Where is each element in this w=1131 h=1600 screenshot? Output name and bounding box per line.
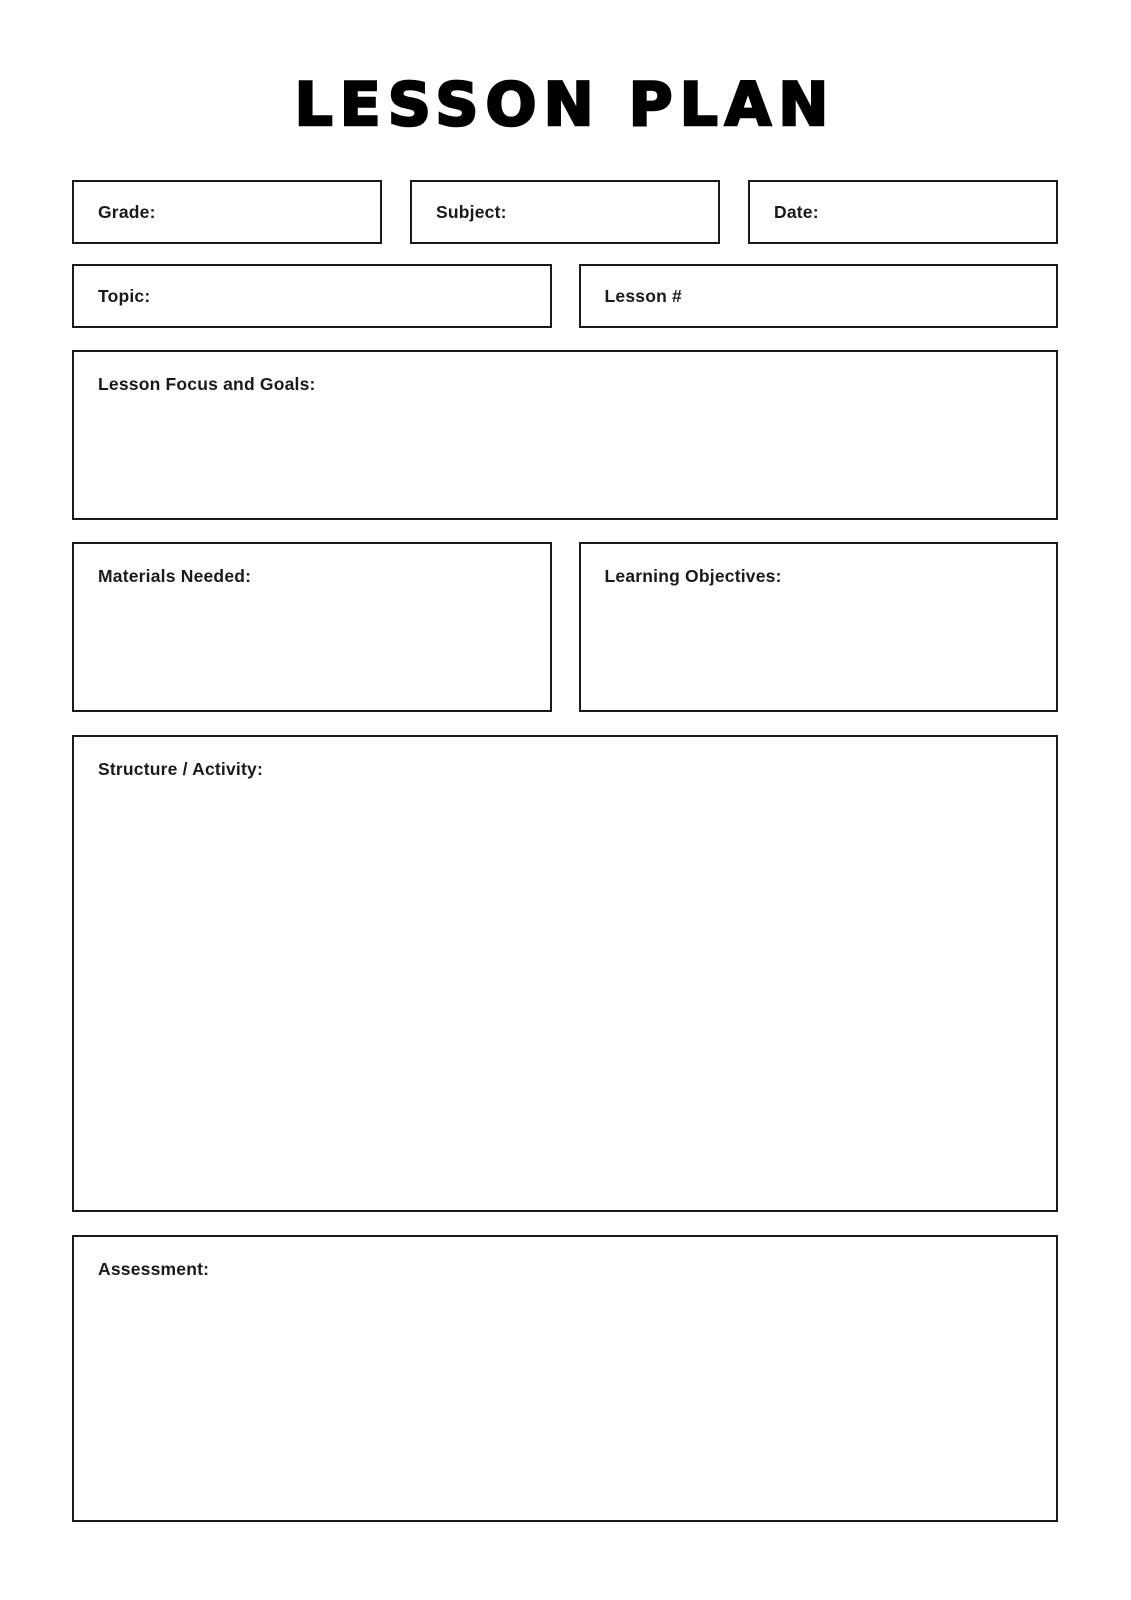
lesson-focus-field[interactable] bbox=[72, 350, 1058, 520]
subject-field[interactable] bbox=[410, 180, 720, 244]
topic-label: Topic: bbox=[98, 285, 151, 306]
lesson-number-label: Lesson # bbox=[604, 285, 682, 306]
structure-activity-field[interactable] bbox=[72, 735, 1058, 1212]
grade-label: Grade: bbox=[98, 201, 156, 222]
assessment-field[interactable] bbox=[72, 1235, 1058, 1522]
date-label: Date: bbox=[774, 201, 819, 222]
header-row-2 bbox=[72, 264, 1058, 328]
subject-label: Subject: bbox=[436, 201, 507, 222]
objectives-label: Learning Objectives: bbox=[604, 566, 782, 586]
grade-field[interactable] bbox=[72, 180, 382, 244]
header-row-1 bbox=[72, 180, 1058, 244]
topic-field[interactable] bbox=[72, 264, 552, 328]
objectives-field[interactable] bbox=[579, 542, 1059, 712]
assessment-label: Assessment: bbox=[98, 1259, 210, 1279]
lesson-focus-label: Lesson Focus and Goals: bbox=[98, 374, 316, 394]
materials-field[interactable] bbox=[72, 542, 552, 712]
materials-label: Materials Needed: bbox=[98, 566, 252, 586]
structure-activity-label: Structure / Activity: bbox=[98, 759, 263, 779]
materials-objectives-row bbox=[72, 542, 1058, 712]
lesson-number-field[interactable] bbox=[579, 264, 1059, 328]
page-title: LESSON PLAN bbox=[294, 70, 836, 140]
date-field[interactable] bbox=[748, 180, 1058, 244]
